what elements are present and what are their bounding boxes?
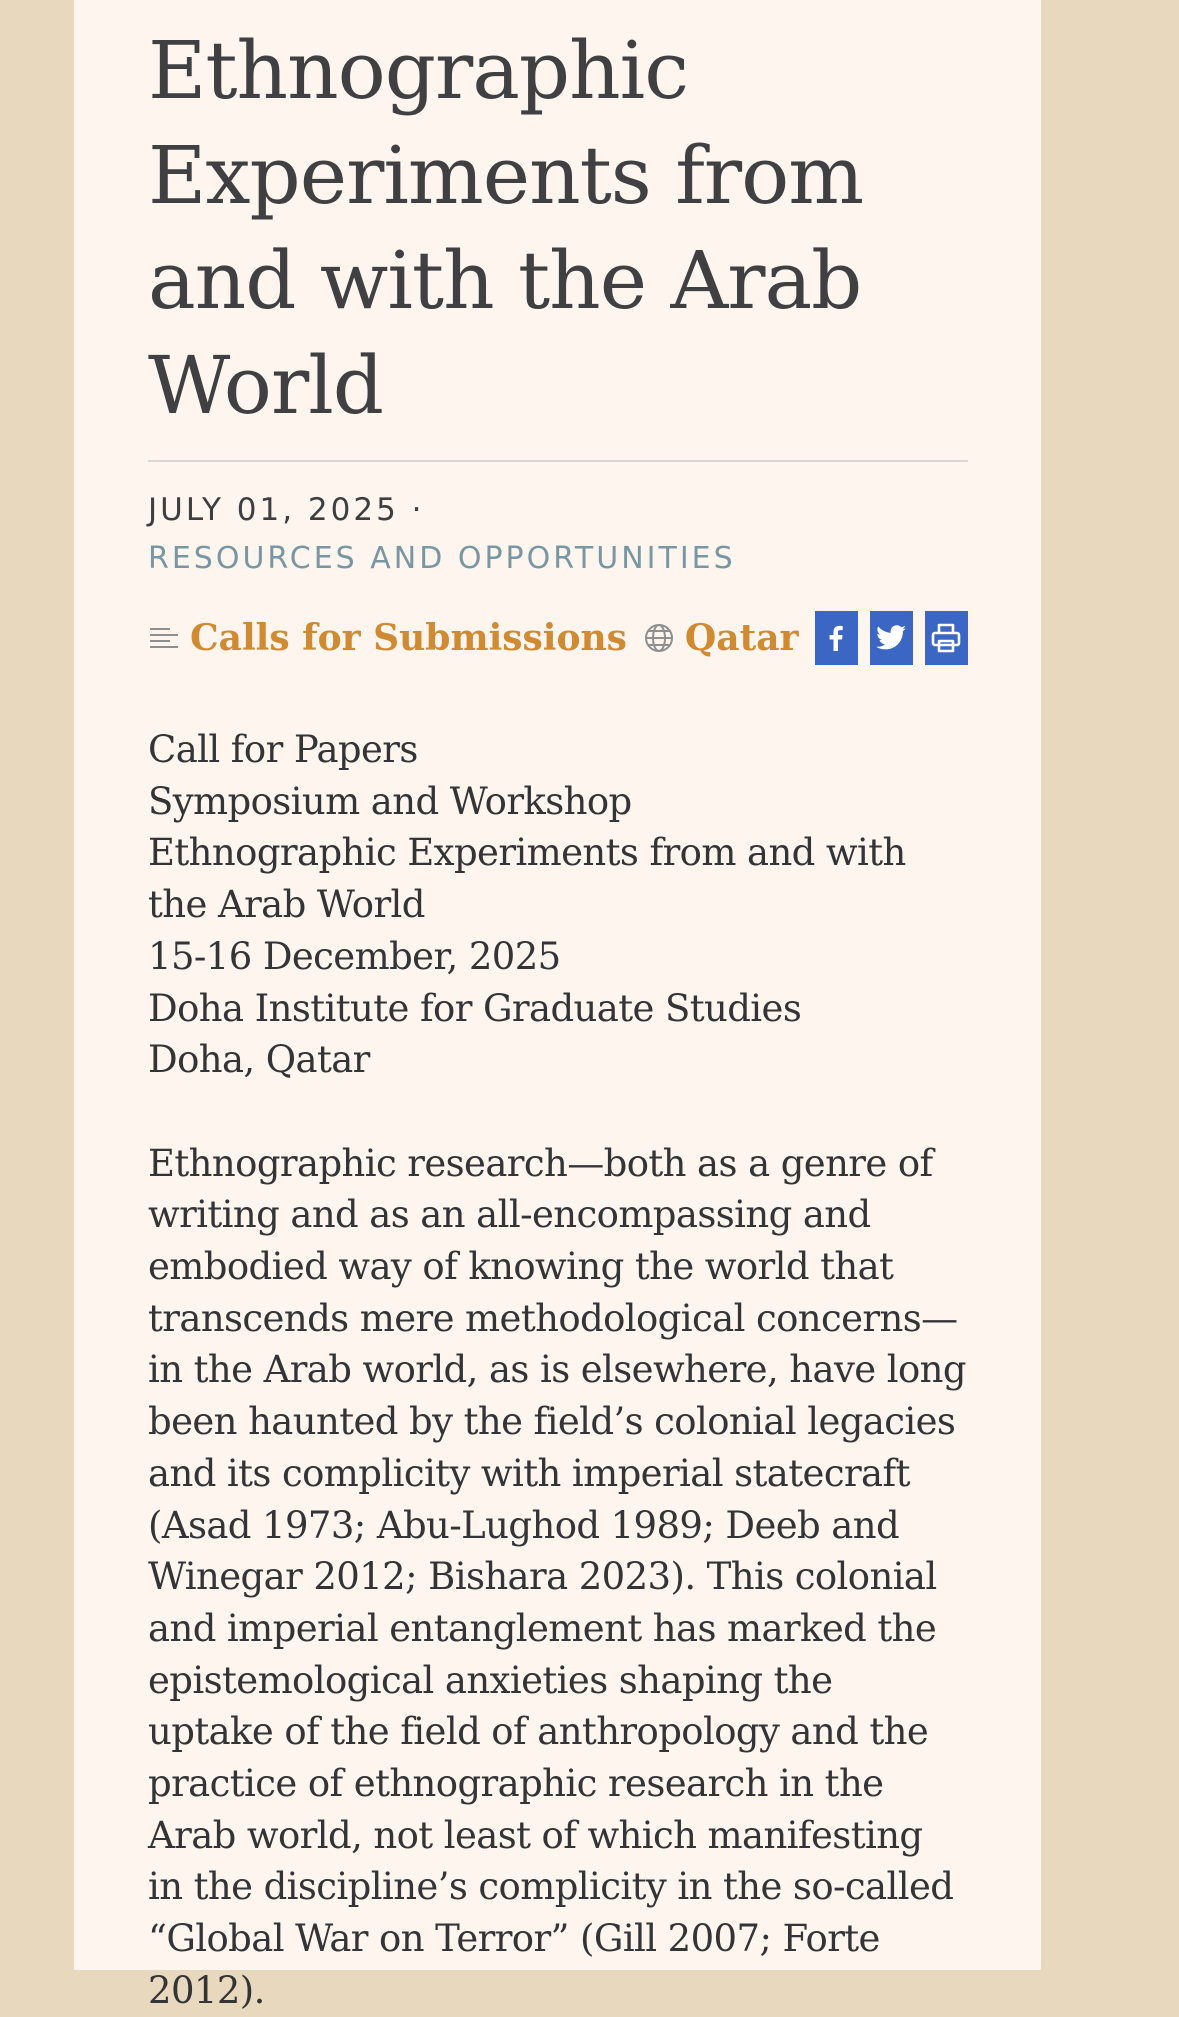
tag-calls-label: Calls for Submissions xyxy=(190,617,627,659)
twitter-icon xyxy=(874,623,908,653)
article-body xyxy=(148,724,968,2017)
body-header-line: Doha, Qatar xyxy=(148,1038,370,1082)
twitter-share-button[interactable] xyxy=(870,611,913,665)
body-header-line: Call for Papers xyxy=(148,728,418,771)
body-header-line: Ethnographic Experiments from and with the Arab World xyxy=(148,831,906,927)
facebook-share-button[interactable] xyxy=(815,611,858,665)
list-icon xyxy=(148,622,180,654)
body-header-line: Doha Institute for Graduate Studies xyxy=(148,986,802,1030)
print-share-button[interactable] xyxy=(925,611,968,665)
globe-icon xyxy=(643,622,675,654)
article-category-label: RESOURCES AND OPPORTUNITIES xyxy=(148,541,736,576)
article-title: Ethnographic Experiments from and with the Arab World xyxy=(148,24,864,432)
article-page xyxy=(74,0,1041,2012)
tag-qatar-label: Qatar xyxy=(684,617,799,659)
title-divider xyxy=(148,460,968,462)
body-header-line: 15-16 December, 2025 xyxy=(148,934,561,978)
article-date: JULY 01, 2025 · xyxy=(148,492,425,528)
body-paragraph: Ethnographic research—both as a genre of writing and as an all-encompassing and embodied way of knowing the world that transcends mere methodological concerns—in the Arab world, as is elsewhere, have long been haunted by the field’s colonial legacies and its complicity with imperial statecraft (Asad 1973; Abu-Lughod 1989; Deeb and Winegar 2012; Bishara 2023). This colonial and imperial entanglement has marked the epistemological anxieties shaping the uptake of the field of anthropology and the practice of ethnographic research in the Arab world, not least of which manifesting in the discipline’s complicity in the so-called “Global War on Terror” (Gill 2007; Forte 2012). xyxy=(148,1141,966,2012)
article-content xyxy=(148,0,968,2017)
tag-bar xyxy=(148,610,968,666)
print-icon xyxy=(929,621,963,655)
tag-calls-for-submissions[interactable] xyxy=(148,617,627,659)
tag-qatar[interactable] xyxy=(643,617,799,659)
article-category[interactable] xyxy=(148,538,968,580)
facebook-icon xyxy=(821,623,851,653)
body-header-line: Symposium and Workshop xyxy=(148,779,632,823)
